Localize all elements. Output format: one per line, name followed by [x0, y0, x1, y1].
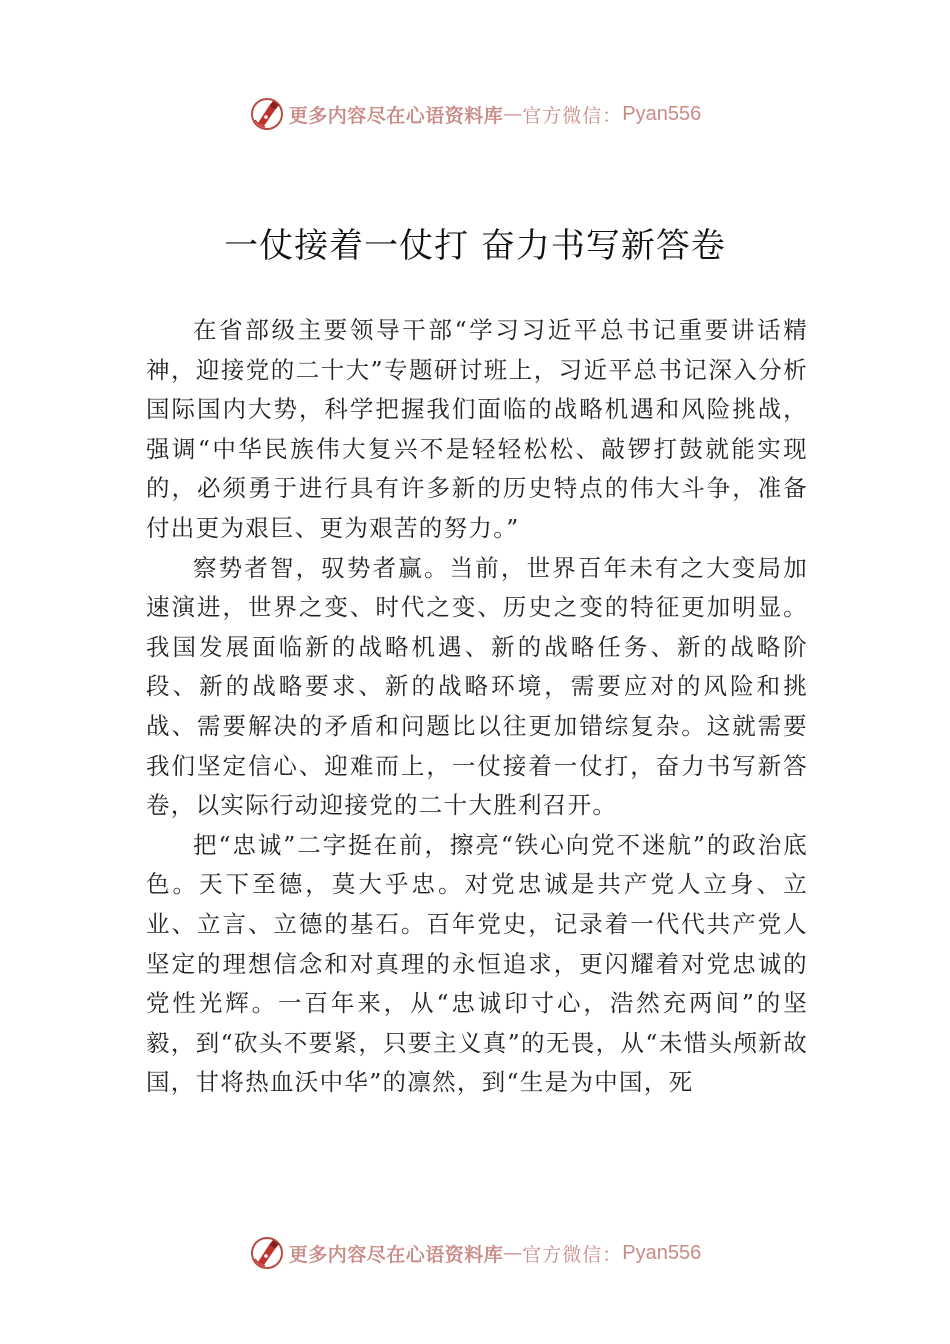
banner-separator: —	[503, 1242, 523, 1264]
banner-brand-text: 更多内容尽在心语资料库	[288, 104, 504, 127]
body-paragraph-1: 在省部级主要领导干部“学习习近平总书记重要讲话精神，迎接党的二十大”专题研讨班上，习近平总书记深入分析国际国内大势，科学把握我们面临的战略机遇和风险挑战，强调“中华民族伟大复兴不是轻轻松松、敲锣打鼓就能实现的，必须勇于进行具有许多新的历史特点的伟大斗争，准备付出更为艰巨、更为艰苦的努力。”	[146, 316, 808, 542]
pen-nib-logo-icon	[249, 96, 285, 132]
banner-wechat-id: Pyan556	[622, 1241, 702, 1264]
body-paragraph-3: 把“忠诚”二字挺在前，擦亮“铁心向党不迷航”的政治底色。天下至德，莫大乎忠。对党忠诚是共产党人立身、立业、立言、立德的基石。百年党史，记录着一代代共产党人坚定的理想信念和对真理的永恒追求，更闪耀着对党忠诚的党性光辉。一百年来，从“忠诚印寸心，浩然充两间”的坚毅，到“砍头不要紧，只要主义真”的无畏，从“未惜头颅新故国，甘将热血沃中华”的凛然，到“生是为中国，死	[146, 830, 808, 1097]
banner-brand-text: 更多内容尽在心语资料库	[288, 1243, 504, 1266]
body-paragraph-2: 察势者智，驭势者赢。当前，世界百年未有之大变局加速演进，世界之变、时代之变、历史之变的特征更加明显。我国发展面临新的战略机遇、新的战略任务、新的战略阶段、新的战略要求、新的战略环境，需要应对的风险和挑战、需要解决的矛盾和问题比以往更加错综复杂。这就需要我们坚定信心、迎难而上，一仗接着一仗打，奋力书写新答卷，以实际行动迎接党的二十大胜利召开。	[146, 553, 808, 820]
banner-separator: —	[503, 103, 523, 125]
footer-banner	[0, 1231, 950, 1275]
document-title: 一仗接着一仗打 奋力书写新答卷	[224, 226, 726, 266]
document-body	[146, 311, 808, 1103]
banner-wechat-id: Pyan556	[622, 102, 702, 125]
pen-nib-logo-icon	[249, 1235, 285, 1271]
banner-wechat-label: 官方微信：	[522, 1243, 623, 1266]
header-banner	[0, 92, 950, 136]
banner-wechat-label: 官方微信：	[522, 104, 623, 127]
